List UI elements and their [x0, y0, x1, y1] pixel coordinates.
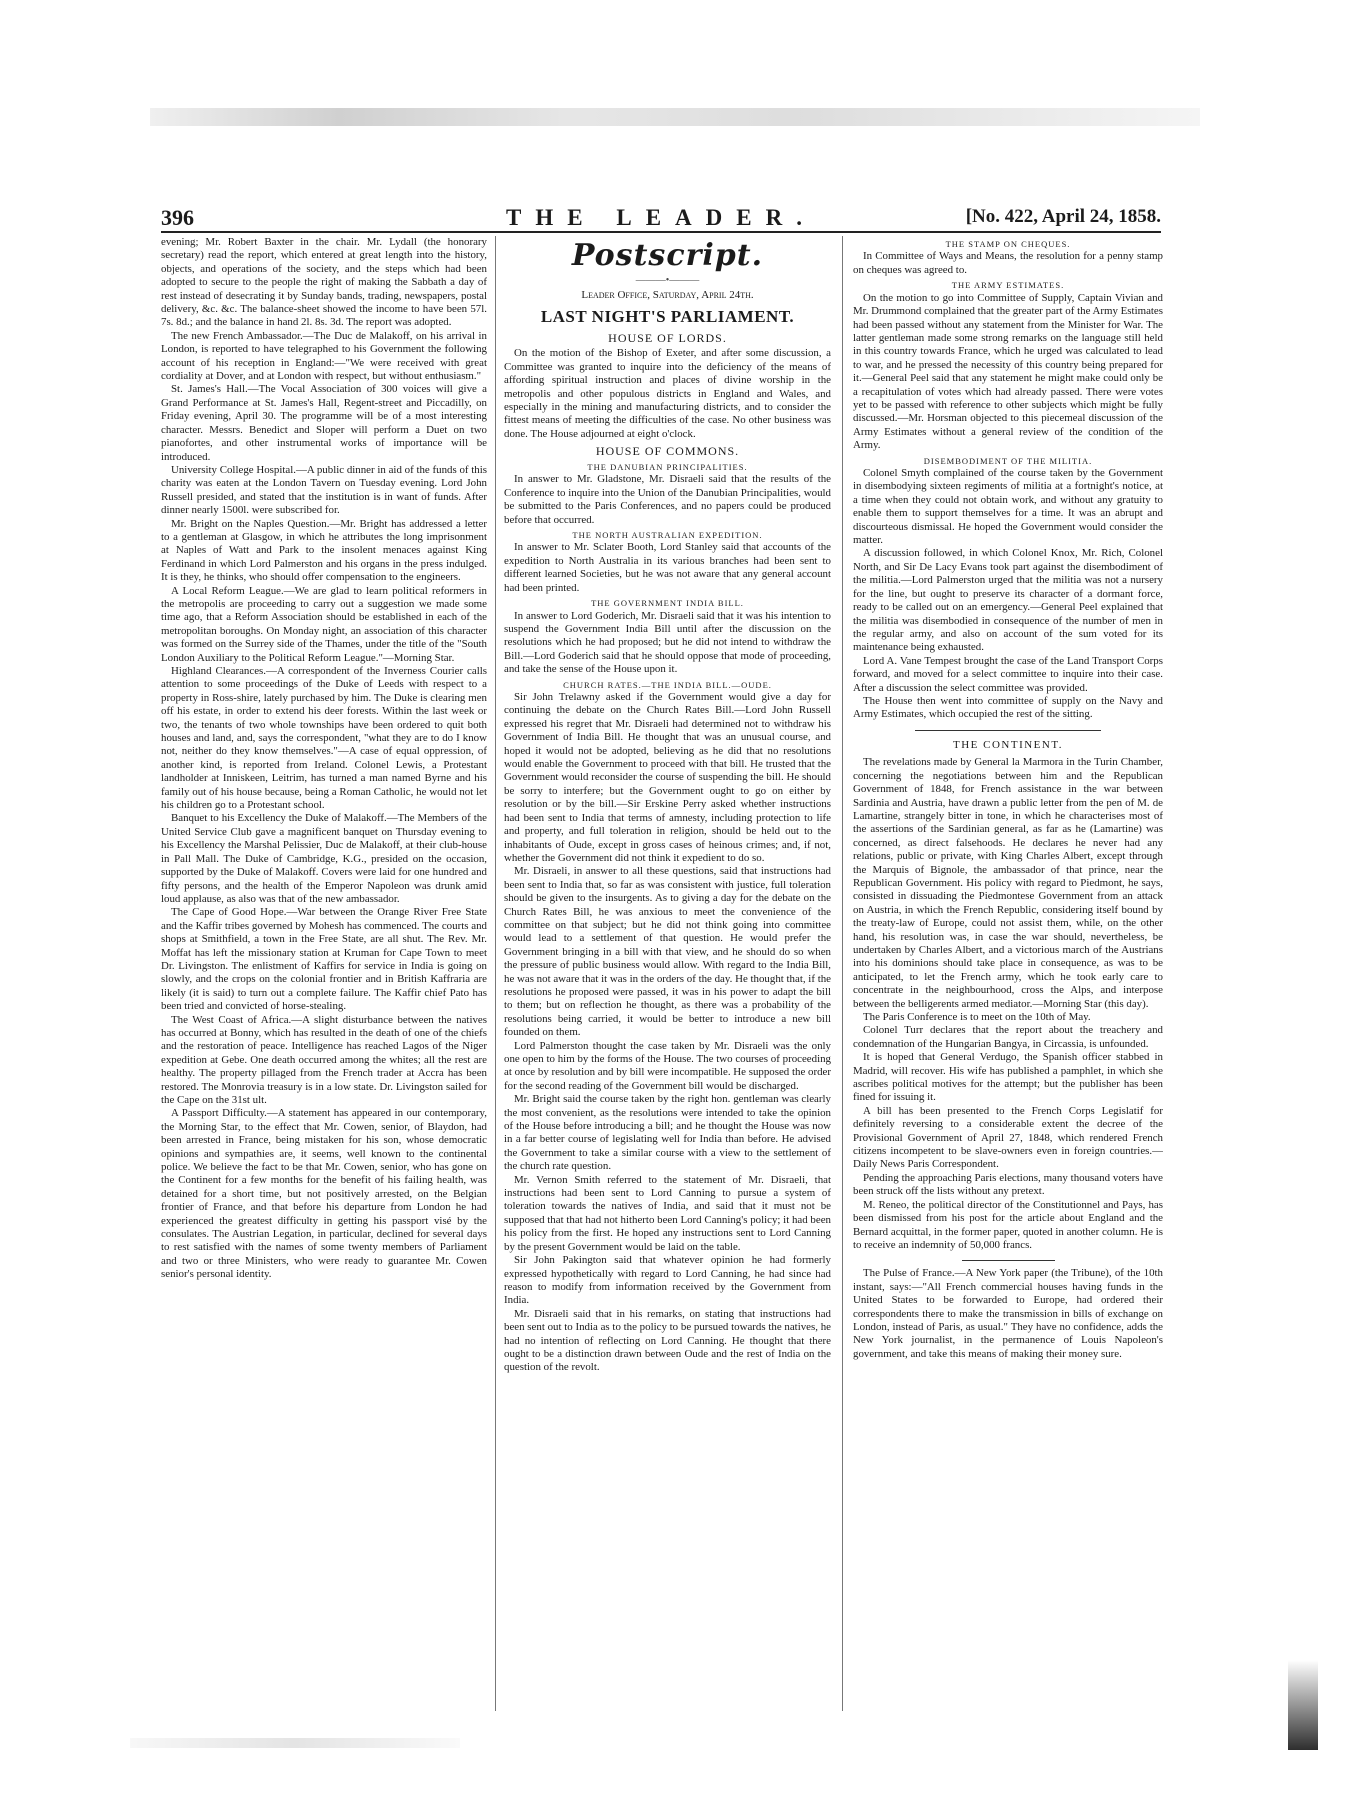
subheading: THE ARMY ESTIMATES. [951, 280, 1065, 291]
article-paragraph: M. Reneo, the political director of the Constitutionnel and Pays, has been dismissed from his post for the article about England and the Bernard acquittal, in the former paper, quoted in another column. He is to receive an indemnity of 50,000 francs. [853, 1198, 1163, 1251]
article-paragraph: The Cape of Good Hope.—War between the Orange River Free State and the Kaffir tribes governed by Mohesh has commenced. The courts and shops at Smithfield, a town in the Free State, are all shut. The Rev. Mr. Moffat has left the missionary station at Kruman for Cape Town to meet Dr. Livingston. The enlistment of Kaffirs for service in India is going on slowly, and the crops on the colonial frontier and in British Kaffraria are likely (it is said) to turn out a complete failure. The Kaffir chief Pato has been tried and convicted of horse-stealing. [161, 906, 487, 1013]
article-paragraph: Colonel Turr declares that the report about the treachery and condemnation of the Hungarian Bangya, in Circassia, is unfounded. [853, 1024, 1163, 1050]
article-paragraph: In answer to Lord Goderich, Mr. Disraeli said that it was his intention to suspend the Government India Bill until after the discussion on the resolutions which he had proposed; but he did not intend to withdraw the Bill.—Lord Goderich said that he should oppose that mode of proceeding, and take the sense of the House upon it. [504, 609, 831, 676]
article-paragraph: The revelations made by General la Marmora in the Turin Chamber, concerning the negotiations between him and the Republican Government of 1848, for French assistance in the war between Sardinia and Austria, have drawn a public letter from the pen of M. de Lamartine, strangely bitter in tone, in which he characterises most of the assertions of the Sardinian general, as far as he (Lamartine) was concerned, as direct falsehoods. He declares he never had any relations, public or private, with King Charles Albert, except through the Marquis of Bignole, the ambassador of that prince, near the Republican Government. His policy with regard to Piedmont, he says, consisted in dissuading the Piedmontese Government from an attack on Austria, in which the French Republic, considering itself bound by the treaty-law of Europe, could not assist them, while, on the other hand, his resolution was, in case the war should, nevertheless, be undertaken by Charles Albert, and a victorious march of the Austrians into his dominions should take place in consequence, as was to be anticipated, to let the French army, which he took early care to concentrate in the neighbourhood, cross the Alps, and interpose between the belligerents armed mediator.—Morning Star (this day). [853, 756, 1163, 1010]
scan-artifact-corner [1288, 1660, 1318, 1750]
section-heading: THE CONTINENT. [953, 738, 1063, 751]
section-divider [915, 730, 1101, 731]
article-paragraph: University College Hospital.—A public dinner in aid of the funds of this charity was eaten at the London Tavern on Tuesday evening. Lord John Russell presided, and stated that the institution is in want of funds. After dinner nearly 1500l. were subscribed for. [161, 463, 487, 517]
article-paragraph: St. James's Hall.—The Vocal Association of 300 voices will give a Grand Performance at St. James's Hall, Regent-street and Piccadilly, on Friday evening, April 30. The programme will be of a most interesting character. Messrs. Benedict and Sloper will perform a Duet on two pianofortes, and other instrumental works of importance will be introduced. [161, 383, 487, 463]
article-paragraph: Lord A. Vane Tempest brought the case of the Land Transport Corps forward, and moved for a select committee to inquire into their case. After a discussion the select committee was provided. [853, 654, 1163, 694]
ornament-divider: ———•——— [635, 274, 700, 286]
article-paragraph: On the motion of the Bishop of Exeter, and after some discussion, a Committee was granted to inquire into the deficiency of the means of affording spiritual instruction and places of divine worship in the metropolis and other populous districts in England and Wales, and especially in the mining and manufacturing districts, and to consider the fittest means of meeting the difficulties of the case. No other business was done. The House adjourned at eight o'clock. [504, 347, 831, 440]
page-number: 396 [161, 205, 194, 230]
article-paragraph: A discussion followed, in which Colonel Knox, Mr. Rich, Colonel North, and Sir De Lacy Evans took part against the disembodiment of the militia.—Lord Palmerston urged that the militia was not a nursery for the line, but ought to preserve its character of a dormant force, ready to be called out on an emergency.—General Peel explained that the militia was disembodied in consequence of the number of men in the regular army, and also on account of the sum voted for its maintenance being exhausted. [853, 547, 1163, 654]
subheading: CHURCH RATES.—THE INDIA BILL.—OUDE. [563, 679, 772, 690]
article-paragraph: Colonel Smyth complained of the course taken by the Government in disembodying sixteen regiments of militia at a fortnight's notice, at a time when they could not obtain work, and without any gratuity to enable them to support themselves for a time. It was an abrupt and discourteous dismissal. He hoped the Government would consider the matter. [853, 467, 1163, 547]
column-rule [495, 236, 496, 1711]
article-paragraph: A bill has been presented to the French Corps Legislatif for definitely reversing to a considerable extent the decree of the Provisional Government of April 27, 1848, which rendered French citizens incompetent to be slave-owners even in foreign countries.—Daily News Paris Correspondent. [853, 1104, 1163, 1171]
article-paragraph: Mr. Bright said the course taken by the right hon. gentleman was clearly the most convenient, as the resolutions were intended to take the opinion of the House before introducing a bill; and he thought the House was now in a far better course of legislating well for India than before. He advised the Government to take a similar course with a view to the settlement of the church rate question. [504, 1093, 831, 1173]
section-heading: HOUSE OF COMMONS. [595, 444, 740, 459]
subheading: THE STAMP ON CHEQUES. [945, 239, 1071, 249]
article-paragraph: On the motion to go into Committee of Supply, Captain Vivian and Mr. Drummond complained that the greater part of the Army Estimates had been passed without any statement from the Minister for War. The latter gentleman made some strong remarks on the language still held in this country towards France, which he urged was calculated to lead to war, and he pressed the necessity of this country being prepared for it.—General Peel said that any statement he might make could only be a recapitulation of votes which had already passed. There were votes yet to be passed with reference to other subjects which might be fully discussed.—Mr. Horsman objected to this piecemeal discussion of the Army Estimates without a general review of the condition of the Army. [853, 291, 1163, 452]
article-paragraph: The Paris Conference is to meet on the 10th of May. [863, 1011, 1091, 1023]
article-paragraph: The House then went into committee of supply on the Navy and Army Estimates, which occupied the rest of the sitting. [853, 694, 1163, 721]
headline: LAST NIGHT'S PARLIAMENT. [540, 306, 795, 326]
issue-info: [No. 422, April 24, 1858. [965, 206, 1161, 227]
column-left [161, 236, 487, 1711]
article-paragraph: Banquet to his Excellency the Duke of Malakoff.—The Members of the United Service Club gave a magnificent banquet on Thursday evening to his Excellency the Marshal Pelissier, Duc de Malakoff, at their club-house in Pall Mall. The Duke of Cambridge, K.G., presided on the occasion, supported by the Duke of Malakoff. Covers were laid for one hundred and fifty persons, and the health of the Emperor Napoleon was drunk amid loud applause, as also was that of the new ambassador. [161, 812, 487, 905]
subheading: THE DANUBIAN PRINCIPALITIES. [587, 461, 748, 472]
article-paragraph: In Committee of Ways and Means, the resolution for a penny stamp on cheques was agreed to. [853, 250, 1163, 276]
article-paragraph: Lord Palmerston thought the case taken by Mr. Disraeli was the only one open to him by the forms of the House. The two courses of proceeding at once by resolution and by bill were incompatible. He supposed the order for the second reading of the Government bill would be discharged. [504, 1039, 831, 1092]
scan-artifact-top [150, 108, 1200, 126]
article-paragraph: Sir John Pakington said that whatever opinion he had formerly expressed hypothetically with regard to Lord Canning, he had since had reason to modify from information received by the Government from India. [504, 1254, 831, 1307]
article-paragraph: It is hoped that General Verdugo, the Spanish officer stabbed in Madrid, will recover. His wife has published a pamphlet, in which she ascribes political motives for the attempt; but the publisher has been fined for issuing it. [853, 1051, 1163, 1104]
column-right [853, 236, 1163, 1711]
section-divider [962, 1260, 1055, 1261]
subheading: THE GOVERNMENT INDIA BILL. [591, 598, 744, 609]
paper-title: THE LEADER. [506, 205, 816, 230]
article-paragraph: Highland Clearances.—A correspondent of the Inverness Courier calls attention to some proceedings of the Duke of Leeds with respect to a property in Ross-shire, lately purchased by him. The Duke is clearing men off his estate, in order to extend his deer forests. Within the last week or two, the tenants of two whole townships have been ordered to quit both houses and land, and, says the correspondent, "what they are to do I know not, neither do they know themselves."—A case of equal oppression, of another kind, is reported from Ireland. Colonel Lewis, a Protestant landholder at Inniskeen, Leitrim, has turned a man named Byrne and his family out of his house because, being a Roman Catholic, he would not let his children go to a Protestant school. [161, 665, 487, 812]
column-middle [504, 236, 831, 1711]
article-paragraph: Pending the approaching Paris elections, many thousand voters have been struck off the lists without any pretext. [853, 1171, 1163, 1198]
article-paragraph: Mr. Disraeli, in answer to all these questions, said that instructions had been sent to India that, so far as was consistent with justice, full toleration should be given to the insurgents. As to giving a day for the debate on the Church Rates Bill, he was anxious to meet the convenience of the committee on that subject; but he did not think going into committee would lead to a settlement of that question. He would prefer the Government bringing in a bill with that view, and he should do so when the pressure of public business would allow. With regard to the India Bill, he was not aware that it was in the orders of the day. He thought that, if the resolutions he proposed were passed, it was in his power to adapt the bill to them; but on reflection he thought, as there was a probability of the resolutions being carried, it would be better to introduce a new bill founded on them. [504, 865, 831, 1039]
article-paragraph: Sir John Trelawny asked if the Government would give a day for continuing the debate on the Church Rates Bill.—Lord John Russell expressed his regret that Mr. Disraeli had determined not to withdraw his Government of India Bill. He thought that was an unusual course, and hoped it would not be adopted, believing as he did that no resolutions would enable the Government to proceed with that bill. He trusted that the Government would reconsider the course of suspending the bill. He should be sorry to interfere; but the Government ought to go on either by resolution or by the bill.—Sir Erskine Perry asked whether instructions had been sent to India that terms of amnesty, including protection to life and property, and full toleration in religion, should be held out to the inhabitants of Oude, except in gross cases of heinous crimes; and, if not, whether the Government did not think it expedient to do so. [504, 691, 831, 864]
scan-artifact-bottom [130, 1738, 460, 1748]
article-paragraph: Mr. Bright on the Naples Question.—Mr. Bright has addressed a letter to a gentleman at Glasgow, in which he attributes the long imprisonment at Naples of Watt and Park to the insolent menaces against King Ferdinand in which Lord Palmerston and his organs in the press indulged. It is they, he thinks, who should offer compensation to the engineers. [161, 517, 487, 584]
article-paragraph: The Pulse of France.—A New York paper (the Tribune), of the 10th instant, says:—"All French commercial houses having funds in the United States to be forwarded to Europe, had ordered their correspondents there to make the transmission in bills of exchange on London, instead of Paris, as usual." They have no confidence, adds the New York journalist, in the permanence of Louis Napoleon's government, and take this means of making their money sure. [853, 1267, 1163, 1360]
section-heading: HOUSE OF LORDS. [608, 330, 727, 345]
masthead [161, 205, 1161, 233]
column-rule [842, 236, 843, 1711]
article-paragraph: A Local Reform League.—We are glad to learn political reformers in the metropolis are proceeding to carry out a suggestion we made some time ago, that a Reform Association should be established in each of the metropolitan boroughs. On Monday night, an association of this character was formed on the Surrey side of the Thames, under the title of the "South London Auxiliary to the Political Reform League."—Morning Star. [161, 584, 487, 664]
subheading: DISEMBODIMENT OF THE MILITIA. [923, 455, 1093, 466]
article-paragraph: In answer to Mr. Sclater Booth, Lord Stanley said that accounts of the expedition to North Australia in its various branches had been sent to different learned Societies, but he was not aware that any general account had been printed. [504, 541, 831, 594]
article-paragraph: Mr. Disraeli said that in his remarks, on stating that instructions had been sent out to India as to the policy to be pursued towards the natives, he had no intention of reflecting on Lord Canning. He thought that there ought to be a distinction drawn between Oude and the rest of India on the question of the revolt. [504, 1307, 831, 1374]
postscript-heading: Postscript. [571, 238, 764, 273]
article-paragraph: A Passport Difficulty.—A statement has appeared in our contemporary, the Morning Star, to the effect that Mr. Cowen, senior, of Blaydon, had been arrested in France, being mistaken for his son, whose democratic opinions and sympathies are, it seems, well known to the continental police. We believe the fact to be that Mr. Cowen, senior, who has gone on the Continent for a few months for the benefit of his failing health, was detained for a short time, but not positively arrested, on the Belgian frontier of France, and that before his departure from London he had experienced the greatest difficulty in getting his passport visé by the consulates. The Austrian Legation, in particular, declined for several days to rest satisfied with the names of some twenty members of Parliament and two or three Ministers, who were ready to guarantee Mr. Cowen senior's personal identity. [161, 1107, 487, 1281]
article-paragraph: The West Coast of Africa.—A slight disturbance between the natives has occurred at Bonny, which has resulted in the death of one of the chiefs and the restoration of peace. Intelligence has reached Lagos of the Niger expedition at Gebe. One death occurred among the whites; all the rest are healthy. The property pillaged from the French trader at Accra has been restored. The Monrovia treasury is in a low state. Dr. Livingston sailed for the Cape on the 31st ult. [161, 1013, 487, 1106]
article-paragraph: Mr. Vernon Smith referred to the statement of Mr. Disraeli, that instructions had been sent to Lord Canning to pursue a system of toleration towards the natives of India, and said that it must not be supposed that that had not hitherto been Lord Canning's policy; it had been his policy from the first. He hoped any instructions sent to Lord Canning by the present Government would be laid on the table. [504, 1173, 831, 1253]
article-paragraph: The new French Ambassador.—The Duc de Malakoff, on his arrival in London, is reported to have telegraphed to his Government the following account of his reception in England:—"We were received with great cordiality at Dover, and at London with respect, but without enthusiasm." [161, 329, 487, 383]
subheading: THE NORTH AUSTRALIAN EXPEDITION. [572, 530, 763, 541]
article-paragraph: In answer to Mr. Gladstone, Mr. Disraeli said that the results of the Conference to inquire into the Union of the Danubian Principalities, would be submitted to the Paris Conferences, and no papers could be produced before that occurred. [504, 473, 831, 526]
article-paragraph: evening; Mr. Robert Baxter in the chair. Mr. Lydall (the honorary secretary) read the report, which entered at great length into the history, objects, and operations of the society, and the steps which had been adopted to secure to the people the right of making the Sabbath a day of rest instead of desecrating it by Sunday bands, trading, newspapers, postal delivery, &c. &c. The balance-sheet showed the income to have been 57l. 7s. 8d.; and the balance in hand 2l. 8s. 3d. The report was adopted. [161, 236, 487, 329]
dateline: Leader Office, Saturday, April 24th. [581, 289, 754, 302]
